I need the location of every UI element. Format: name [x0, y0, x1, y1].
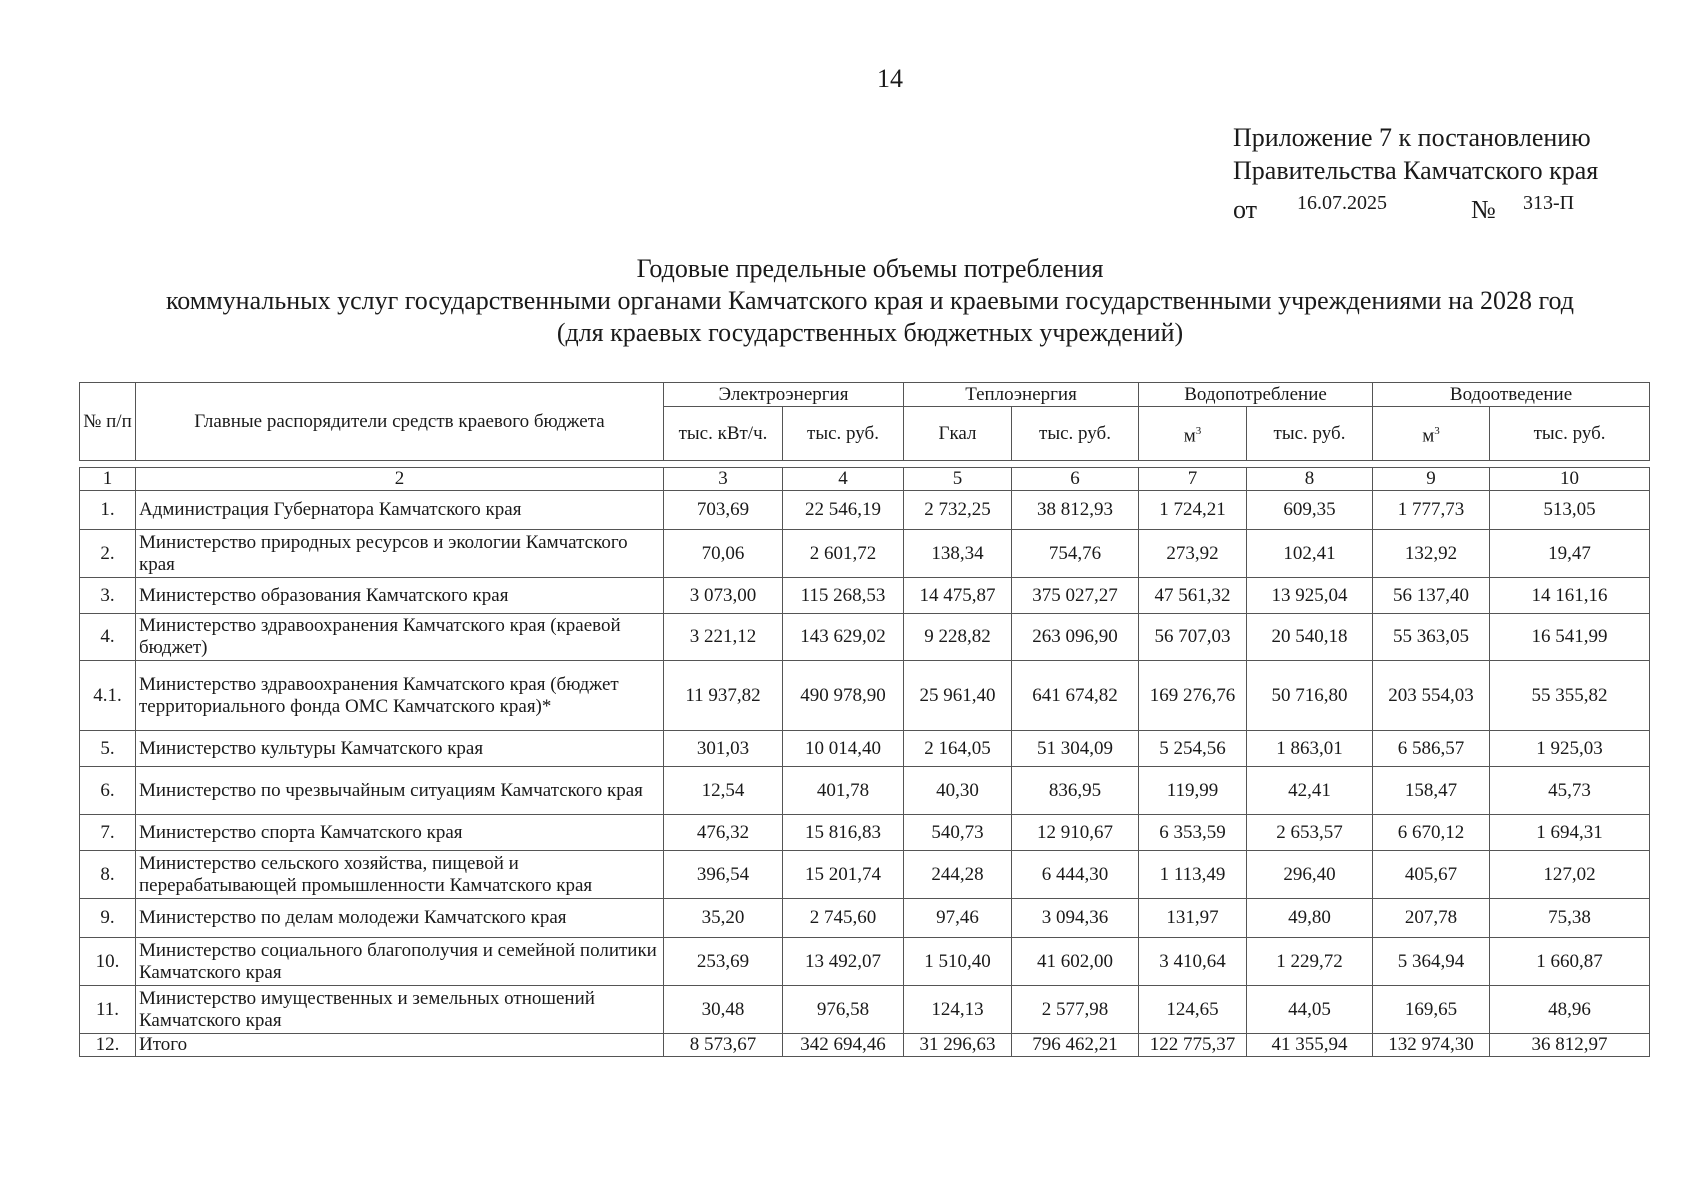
row-number: 8.: [80, 851, 136, 899]
row-value: 11 937,82: [664, 661, 783, 731]
row-value: 12,54: [664, 767, 783, 815]
row-number: 1.: [80, 491, 136, 530]
row-value: 51 304,09: [1012, 731, 1139, 767]
row-value: 55 363,05: [1373, 614, 1490, 661]
row-number: 12.: [80, 1034, 136, 1057]
row-value: 6 670,12: [1373, 815, 1490, 851]
row-ministry-name: Министерство здравоохранения Камчатского края (краевой бюджет): [136, 614, 664, 661]
row-value: 15 816,83: [783, 815, 904, 851]
row-value: 3 221,12: [664, 614, 783, 661]
row-value: 30,48: [664, 986, 783, 1034]
row-value: 13 492,07: [783, 938, 904, 986]
column-number: 10: [1490, 468, 1650, 491]
row-value: 75,38: [1490, 899, 1650, 938]
row-value: 124,65: [1139, 986, 1247, 1034]
row-number: 4.: [80, 614, 136, 661]
row-value: 207,78: [1373, 899, 1490, 938]
row-value: 8 573,67: [664, 1034, 783, 1057]
row-value: 42,41: [1247, 767, 1373, 815]
header-unit: тыс. руб.: [1247, 407, 1373, 461]
row-value: 490 978,90: [783, 661, 904, 731]
header-unit-m3: $м^3$: [1139, 407, 1247, 461]
table-row: [80, 491, 1650, 530]
from-label: от: [1233, 195, 1258, 224]
row-ministry-name: Министерство имущественных и земельных отношений Камчатского края: [136, 986, 664, 1034]
table-row: [80, 815, 1650, 851]
row-value: 1 925,03: [1490, 731, 1650, 767]
table-row: [80, 530, 1650, 578]
header-unit: тыс. руб.: [783, 407, 904, 461]
row-value: 203 554,03: [1373, 661, 1490, 731]
row-value: 56 707,03: [1139, 614, 1247, 661]
row-value: 124,13: [904, 986, 1012, 1034]
row-value: 5 364,94: [1373, 938, 1490, 986]
consumption-table-container: [79, 382, 1649, 1057]
row-value: 97,46: [904, 899, 1012, 938]
row-value: 405,67: [1373, 851, 1490, 899]
row-value: 342 694,46: [783, 1034, 904, 1057]
row-value: 244,28: [904, 851, 1012, 899]
number-sign: №: [1471, 195, 1496, 224]
column-number: 1: [80, 468, 136, 491]
row-value: 13 925,04: [1247, 578, 1373, 614]
row-value: 1 113,49: [1139, 851, 1247, 899]
row-value: 15 201,74: [783, 851, 904, 899]
row-number: 9.: [80, 899, 136, 938]
row-value: 10 014,40: [783, 731, 904, 767]
table-row: [80, 661, 1650, 731]
row-ministry-name: Министерство спорта Камчатского края: [136, 815, 664, 851]
row-value: 2 577,98: [1012, 986, 1139, 1034]
row-value: 50 716,80: [1247, 661, 1373, 731]
row-value: 641 674,82: [1012, 661, 1139, 731]
row-value: 609,35: [1247, 491, 1373, 530]
column-number: 9: [1373, 468, 1490, 491]
appendix-date-line: [1233, 187, 1598, 224]
row-ministry-name: Министерство по делам молодежи Камчатского края: [136, 899, 664, 938]
row-value: 476,32: [664, 815, 783, 851]
row-value: 35,20: [664, 899, 783, 938]
row-value: 132 974,30: [1373, 1034, 1490, 1057]
row-value: 169,65: [1373, 986, 1490, 1034]
column-number: 6: [1012, 468, 1139, 491]
row-value: 1 777,73: [1373, 491, 1490, 530]
row-value: 1 694,31: [1490, 815, 1650, 851]
header-unit: тыс. руб.: [1490, 407, 1650, 461]
table-row: [80, 578, 1650, 614]
header-group-electricity: Электроэнергия: [664, 383, 904, 407]
row-value: 2 653,57: [1247, 815, 1373, 851]
row-number: 4.1.: [80, 661, 136, 731]
appendix-line-2: Правительства Камчатского края: [1233, 156, 1599, 185]
row-value: 102,41: [1247, 530, 1373, 578]
appendix-block: [1233, 121, 1599, 224]
row-value: 132,92: [1373, 530, 1490, 578]
resolution-date: 16.07.2025: [1297, 192, 1387, 214]
document-title: [80, 253, 1660, 349]
column-number: 5: [904, 468, 1012, 491]
row-value: 138,34: [904, 530, 1012, 578]
row-value: 48,96: [1490, 986, 1650, 1034]
row-ministry-name: Министерство социального благополучия и семейной политики Камчатского края: [136, 938, 664, 986]
row-value: 263 096,90: [1012, 614, 1139, 661]
row-value: 2 601,72: [783, 530, 904, 578]
row-value: 38 812,93: [1012, 491, 1139, 530]
row-value: 540,73: [904, 815, 1012, 851]
row-value: 122 775,37: [1139, 1034, 1247, 1057]
row-value: 401,78: [783, 767, 904, 815]
row-value: 115 268,53: [783, 578, 904, 614]
row-value: 47 561,32: [1139, 578, 1247, 614]
row-value: 796 462,21: [1012, 1034, 1139, 1057]
row-value: 9 228,82: [904, 614, 1012, 661]
row-value: 1 229,72: [1247, 938, 1373, 986]
column-number: 8: [1247, 468, 1373, 491]
row-value: 2 745,60: [783, 899, 904, 938]
row-value: 127,02: [1490, 851, 1650, 899]
header-name: Главные распорядители средств краевого бюджета: [136, 383, 664, 461]
row-value: 49,80: [1247, 899, 1373, 938]
row-number: 5.: [80, 731, 136, 767]
row-value: 12 910,67: [1012, 815, 1139, 851]
header-unit: тыс. руб.: [1012, 407, 1139, 461]
row-value: 375 027,27: [1012, 578, 1139, 614]
header-unit: тыс. кВт/ч.: [664, 407, 783, 461]
column-number: 7: [1139, 468, 1247, 491]
column-number: 2: [136, 468, 664, 491]
row-value: 40,30: [904, 767, 1012, 815]
row-value: 2 732,25: [904, 491, 1012, 530]
appendix-line-1: Приложение 7 к постановлению: [1233, 123, 1591, 152]
row-number: 2.: [80, 530, 136, 578]
row-value: 3 094,36: [1012, 899, 1139, 938]
row-ministry-name: Администрация Губернатора Камчатского края: [136, 491, 664, 530]
consumption-table: [79, 382, 1650, 1057]
title-line-3: (для краевых государственных бюджетных учреждений): [556, 318, 1184, 347]
row-value: 6 353,59: [1139, 815, 1247, 851]
row-value: 44,05: [1247, 986, 1373, 1034]
table-row: [80, 614, 1650, 661]
column-number: 3: [664, 468, 783, 491]
row-value: 55 355,82: [1490, 661, 1650, 731]
row-value: 45,73: [1490, 767, 1650, 815]
row-ministry-name: Министерство образования Камчатского края: [136, 578, 664, 614]
row-value: 143 629,02: [783, 614, 904, 661]
row-value: 36 812,97: [1490, 1034, 1650, 1057]
row-value: 976,58: [783, 986, 904, 1034]
header-group-water-supply: Водопотребление: [1139, 383, 1373, 407]
row-value: 5 254,56: [1139, 731, 1247, 767]
row-value: 22 546,19: [783, 491, 904, 530]
row-value: 396,54: [664, 851, 783, 899]
row-value: 3 410,64: [1139, 938, 1247, 986]
row-value: 41 355,94: [1247, 1034, 1373, 1057]
row-value: 513,05: [1490, 491, 1650, 530]
row-value: 41 602,00: [1012, 938, 1139, 986]
table-row: [80, 1034, 1650, 1057]
table-row: [80, 731, 1650, 767]
row-number: 7.: [80, 815, 136, 851]
table-row: [80, 938, 1650, 986]
column-number: 4: [783, 468, 904, 491]
row-ministry-name: Итого: [136, 1034, 664, 1057]
row-value: 2 164,05: [904, 731, 1012, 767]
row-value: 14 475,87: [904, 578, 1012, 614]
row-ministry-name: Министерство культуры Камчатского края: [136, 731, 664, 767]
row-value: 253,69: [664, 938, 783, 986]
row-value: 70,06: [664, 530, 783, 578]
row-number: 10.: [80, 938, 136, 986]
page-number: 14: [877, 64, 903, 93]
resolution-number: 313-П: [1523, 192, 1575, 214]
row-value: 6 444,30: [1012, 851, 1139, 899]
title-line-2: коммунальных услуг государственными органами Камчатского края и краевыми государственными учреждениями на 2028 год: [165, 286, 1575, 315]
table-row: [80, 899, 1650, 938]
row-value: 754,76: [1012, 530, 1139, 578]
row-value: 703,69: [664, 491, 783, 530]
row-value: 1 863,01: [1247, 731, 1373, 767]
row-ministry-name: Министерство сельского хозяйства, пищевой и перерабатывающей промышленности Камчатского края: [136, 851, 664, 899]
row-value: 14 161,16: [1490, 578, 1650, 614]
row-value: 131,97: [1139, 899, 1247, 938]
row-value: 16 541,99: [1490, 614, 1650, 661]
row-value: 158,47: [1373, 767, 1490, 815]
row-ministry-name: Министерство по чрезвычайным ситуациям Камчатского края: [136, 767, 664, 815]
row-value: 20 540,18: [1247, 614, 1373, 661]
row-ministry-name: Министерство природных ресурсов и экологии Камчатского края: [136, 530, 664, 578]
header-unit: Гкал: [904, 407, 1012, 461]
table-row: [80, 767, 1650, 815]
row-value: 169 276,76: [1139, 661, 1247, 731]
header-num: № п/п: [80, 383, 136, 461]
row-value: 1 510,40: [904, 938, 1012, 986]
row-number: 11.: [80, 986, 136, 1034]
table-row: [80, 986, 1650, 1034]
row-value: 6 586,57: [1373, 731, 1490, 767]
title-line-1: Годовые предельные объемы потребления: [636, 254, 1104, 283]
row-value: 19,47: [1490, 530, 1650, 578]
row-value: 1 724,21: [1139, 491, 1247, 530]
row-value: 296,40: [1247, 851, 1373, 899]
row-number: 6.: [80, 767, 136, 815]
row-number: 3.: [80, 578, 136, 614]
table-row: [80, 851, 1650, 899]
header-group-heat: Теплоэнергия: [904, 383, 1139, 407]
row-value: 301,03: [664, 731, 783, 767]
row-ministry-name: Министерство здравоохранения Камчатского края (бюджет территориального фонда ОМС Камчатского края)*: [136, 661, 664, 731]
row-value: 273,92: [1139, 530, 1247, 578]
header-unit-m3: $м^3$: [1373, 407, 1490, 461]
column-numbers-row: [80, 468, 1650, 491]
row-value: 56 137,40: [1373, 578, 1490, 614]
row-value: 119,99: [1139, 767, 1247, 815]
row-value: 25 961,40: [904, 661, 1012, 731]
row-value: 3 073,00: [664, 578, 783, 614]
row-value: 836,95: [1012, 767, 1139, 815]
header-group-water-disposal: Водоотведение: [1373, 383, 1650, 407]
row-value: 31 296,63: [904, 1034, 1012, 1057]
row-value: 1 660,87: [1490, 938, 1650, 986]
